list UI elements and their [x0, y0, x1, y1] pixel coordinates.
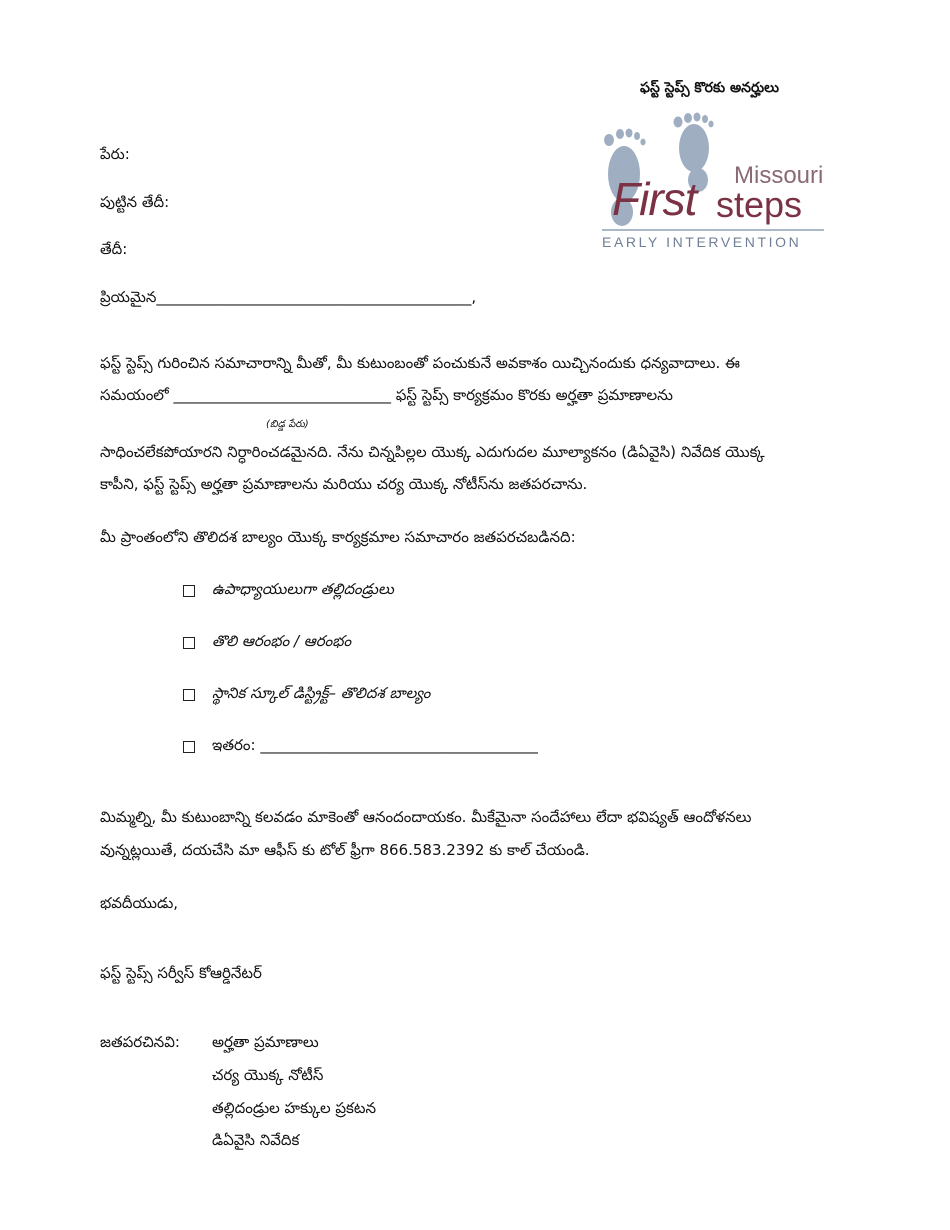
paragraph-2-line-1: మిమ్మల్ని, మీ కుటుంబాన్ని కలవడం మాకెంతో ఆనందందాయకం. మీకేమైనా సందేహాలు లేదా భవిష్యత్ ఆందోళనలు	[100, 808, 752, 826]
program-checkbox[interactable]	[183, 741, 195, 753]
program-checkbox[interactable]	[183, 637, 195, 649]
enclosure-item: చర్య యొక్క నోటీస్	[212, 1066, 324, 1084]
paragraph-1-line-4: కాపీని, ఫస్ట్ స్టెప్స్ అర్హతా ప్రమాణాలను మరియు చర్య యొక్క నోటీస్‌ను జతపరచాను.	[100, 475, 588, 493]
enclosures-label: జతపరచినవి:	[100, 1033, 180, 1051]
salutation: ప్రియమైన__________________________________________,	[100, 288, 477, 306]
logo-tagline: EARLY INTERVENTION	[602, 234, 802, 250]
date-field-label: తేదీ:	[100, 240, 128, 258]
page-title: ఫస్ట్ స్టెప్స్ కొరకు అనర్హులు	[640, 80, 779, 96]
program-label: తొలి ఆరంభం / ఆరంభం	[212, 632, 352, 650]
logo-steps: steps	[716, 184, 803, 225]
program-label: స్థానిక స్కూల్ డిస్ట్రిక్ట్– తొలిదశ బాల్యం	[212, 684, 431, 702]
dob-field-label: పుట్టిన తేదీ:	[100, 193, 170, 211]
logo-first: First	[612, 173, 697, 225]
paragraph-1-line-1: ఫస్ట్ స్టెప్స్ గురించిన సమాచారాన్ని మీతో, మీ కుటుంబంతో పంచుకునే అవకాశం యిచ్చినందుకు ధన్యవాదాలు. ఈ	[100, 354, 740, 372]
program-label-other: ఇతరం: _____________________________________	[212, 736, 538, 754]
program-checkbox[interactable]	[183, 689, 195, 701]
missouri-first-steps-logo	[598, 112, 830, 254]
program-label: ఉపాధ్యాయులుగా తల్లిదండ్రులు	[212, 580, 394, 598]
enclosure-item: అర్హతా ప్రమాణాలు	[212, 1033, 319, 1051]
enclosure-item: డిఏవైసి నివేదిక	[212, 1131, 300, 1149]
signature: ఫస్ట్ స్టెప్స్ సర్వీస్ కోఆర్డినేటర్	[100, 964, 262, 982]
enclosure-item: తల్లిదండ్రుల హక్కుల ప్రకటన	[212, 1099, 376, 1117]
paragraph-2-line-2: వున్నట్లయితే, దయచేసి మా ఆఫీస్ కు టోల్ ఫ్రీగా 866.583.2392 కు కాల్ చేయండి.	[100, 841, 590, 859]
closing: భవదీయుడు,	[100, 894, 179, 912]
program-checkbox[interactable]	[183, 585, 195, 597]
paragraph-1-line-3: సాధించలేకపోయారని నిర్ధారించడమైనది. నేను చిన్నపిల్లల యొక్క ఎదుగుదల మూల్యాకనం (డిఏవైసి) నివేదిక యొక్క	[100, 443, 765, 461]
programs-intro: మీ ప్రాంతంలోని తొలిదశ బాల్యం యొక్క కార్యక్రమాల సమాచారం జతపరచబడినది:	[100, 528, 576, 546]
paragraph-1-line-2: సమయంలో _____________________________ ఫస్ట్ స్టెప్స్ కార్యక్రమం కొరకు అర్హతా ప్రమాణాలను	[100, 386, 673, 404]
name-field-label: పేరు:	[100, 145, 130, 163]
child-name-hint: (బిడ్డ పేరు)	[266, 419, 309, 430]
logo-state: Missouri	[734, 162, 824, 189]
